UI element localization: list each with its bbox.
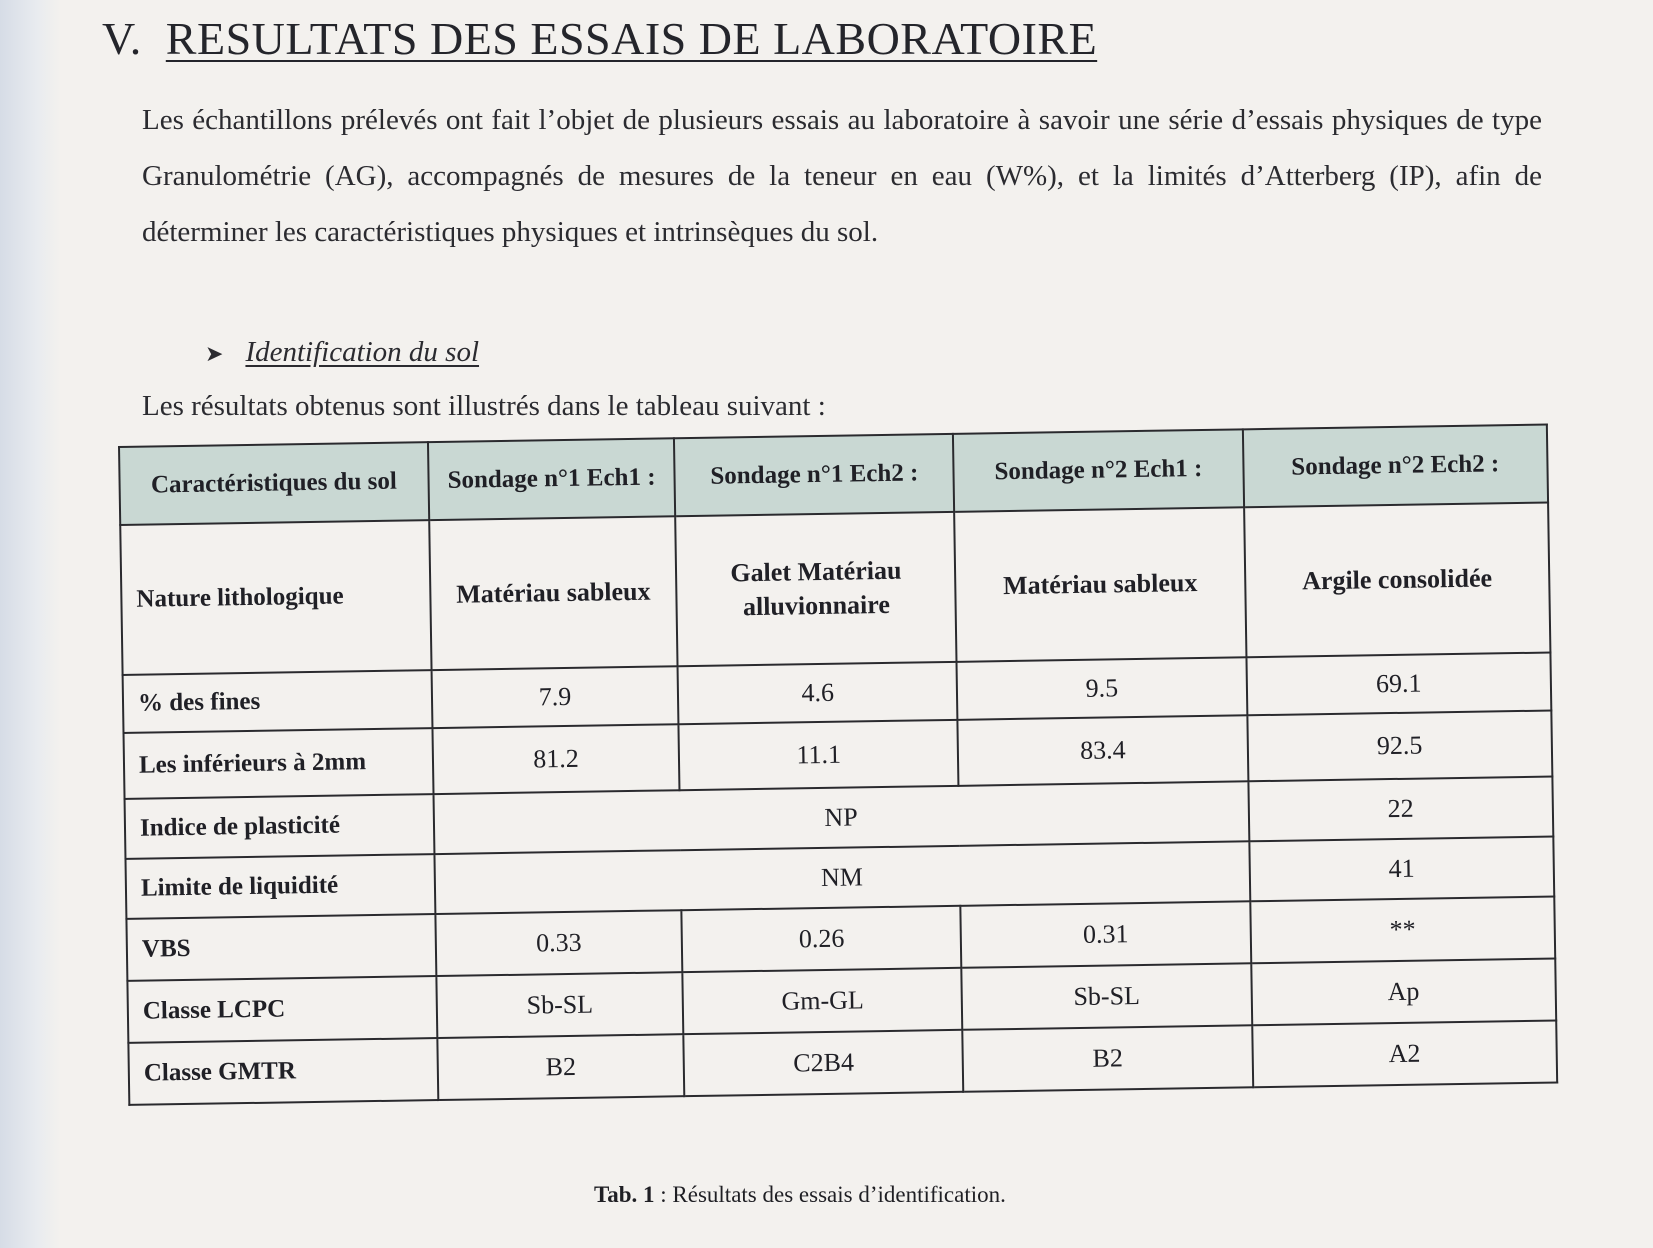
cell-gmtr-s1e2: C2B4 (684, 1030, 964, 1096)
cell-inf2mm-s2e1: 83.4 (958, 715, 1248, 786)
cell-vbs-s1e1: 0.33 (435, 910, 683, 976)
cell-gmtr-s2e1: B2 (962, 1025, 1252, 1092)
cell-lcpc-s2e2: Ap (1251, 958, 1556, 1025)
header-sondage2-ech1: Sondage n°2 Ech1 : (953, 429, 1244, 512)
table-row-nature (120, 503, 1550, 675)
cell-vbs-s2e1: 0.31 (961, 901, 1251, 968)
cell-gmtr-s1e1: B2 (437, 1034, 685, 1100)
row-label-vbs: VBS (126, 914, 436, 981)
cell-inf2mm-s2e2: 92.5 (1247, 711, 1552, 782)
row-label-inf2mm: Les inférieurs à 2mm (124, 728, 434, 799)
caption-text: : Résultats des essais d’identification. (654, 1182, 1006, 1207)
cell-nature-s1e1: Matériau sableux (429, 516, 678, 670)
subheading-label: Identification du sol (245, 336, 480, 368)
cell-lcpc-s2e1: Sb-SL (962, 963, 1252, 1030)
page-edge-shadow (0, 0, 60, 1248)
section-title: RESULTATS DES ESSAIS DE LABORATOIRE (165, 13, 1098, 64)
cell-fines-s2e2: 69.1 (1246, 653, 1551, 716)
intro-paragraph: Les échantillons prélevés ont fait l’objet de plusieurs essais au laboratoire à savoir une série d’essais physiques de type Granulométrie (AG), accompagnés de mesures de la teneur en eau (W%), et la limités d’Atterberg (IP), afin de déterminer les caractéristiques physiques et intrinsèques du sol. (142, 104, 1542, 248)
cell-inf2mm-s1e2: 11.1 (679, 720, 959, 790)
cell-ip-s2e2: 22 (1248, 777, 1553, 842)
table-lead-text: Les résultats obtenus sont illustrés dans le tableau suivant : (142, 390, 826, 422)
section-number: V. (102, 13, 142, 64)
caption-prefix: Tab. 1 (594, 1182, 655, 1207)
cell-nature-s2e1: Matériau sableux (954, 507, 1246, 662)
row-label-ip: Indice de plasticité (125, 794, 434, 859)
cell-vbs-s1e2: 0.26 (682, 906, 962, 972)
row-label-wl: Limite de liquidité (125, 854, 434, 919)
row-label-nature: Nature lithologique (120, 520, 431, 675)
cell-inf2mm-s1e1: 81.2 (432, 724, 680, 794)
cell-lcpc-s1e1: Sb-SL (436, 972, 684, 1038)
row-label-lcpc: Classe LCPC (127, 976, 437, 1043)
cell-wl-merged: NM (434, 841, 1250, 914)
header-characteristics: Caractéristiques du sol (119, 442, 429, 525)
header-sondage2-ech2: Sondage n°2 Ech2 : (1243, 425, 1549, 508)
header-sondage1-ech2: Sondage n°1 Ech2 : (674, 434, 954, 516)
results-table (118, 424, 1558, 1106)
cell-vbs-s2e2: ** (1250, 896, 1555, 963)
document-page (60, 0, 1620, 1248)
section-heading (102, 12, 1097, 65)
cell-fines-s2e1: 9.5 (957, 657, 1247, 720)
cell-nature-s1e2: Galet Matériau alluvionnaire (676, 512, 957, 666)
cell-lcpc-s1e2: Gm-GL (683, 968, 963, 1034)
cell-gmtr-s2e2: A2 (1252, 1020, 1557, 1087)
cell-ip-merged: NP (433, 781, 1249, 854)
row-label-gmtr: Classe GMTR (128, 1038, 438, 1105)
cell-nature-s2e2: Argile consolidée (1244, 503, 1551, 658)
arrow-bullet-icon: ➤ (205, 341, 224, 366)
subheading (205, 336, 479, 369)
cell-fines-s1e2: 4.6 (678, 662, 958, 724)
table-caption (594, 1182, 1006, 1208)
cell-fines-s1e1: 7.9 (431, 666, 679, 728)
header-sondage1-ech1: Sondage n°1 Ech1 : (428, 438, 676, 520)
cell-wl-s2e2: 41 (1249, 837, 1554, 902)
row-label-fines: % des fines (123, 670, 432, 733)
